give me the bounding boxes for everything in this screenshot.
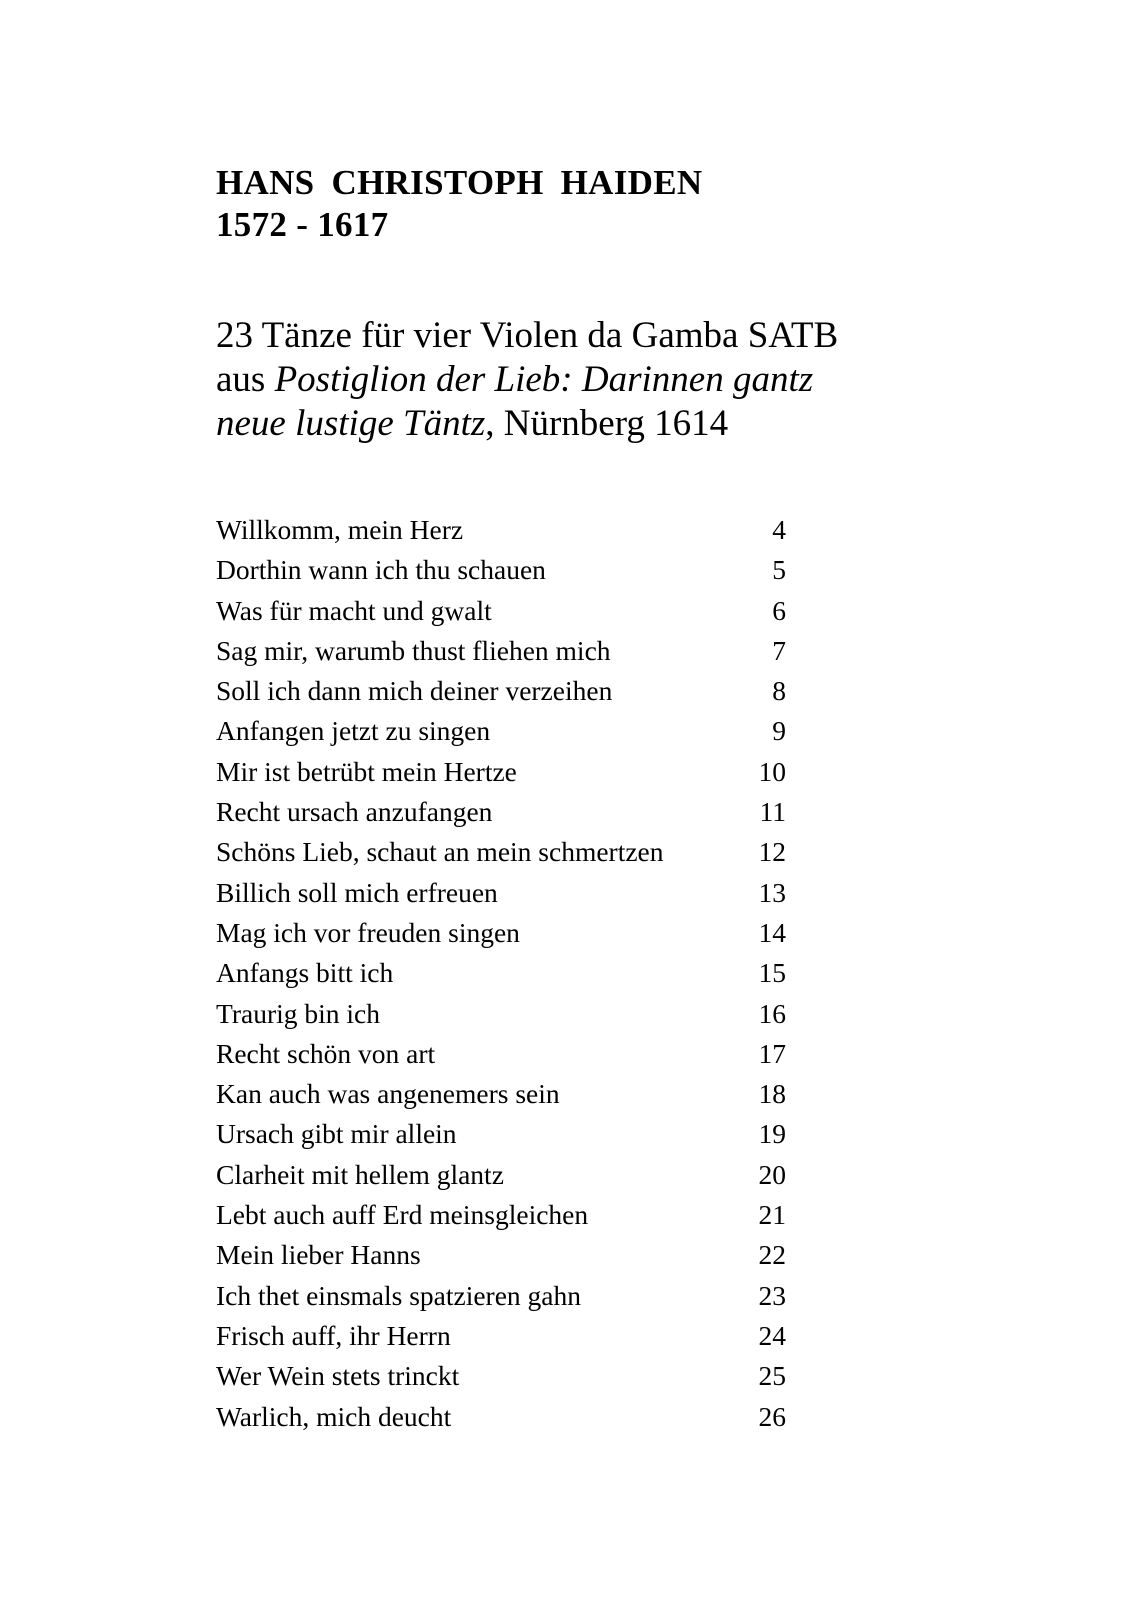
toc-entry-title: Anfangen jetzt zu singen [216, 715, 491, 747]
toc-entry [216, 795, 786, 835]
work-line2-prefix: aus [216, 359, 275, 400]
work-description [216, 314, 916, 446]
toc-entry-page-number: 7 [772, 634, 786, 666]
toc-entry [216, 1117, 786, 1157]
toc-entry-page-number: 23 [758, 1279, 786, 1311]
toc-entry-page-number: 22 [758, 1239, 786, 1271]
toc-entry [216, 1319, 786, 1359]
toc-entry [216, 674, 786, 714]
toc-entry [216, 594, 786, 634]
toc-entry-title: Anfangs bitt ich [216, 957, 394, 989]
toc-entry [216, 513, 786, 553]
toc-entry [216, 835, 786, 875]
toc-entry-page-number: 10 [758, 755, 786, 787]
toc-entry-page-number: 6 [772, 594, 786, 626]
toc-entry [216, 634, 786, 674]
toc-entry-title: Lebt auch auff Erd meinsgleichen [216, 1199, 589, 1231]
toc-entry [216, 1158, 786, 1198]
toc-entry-page-number: 17 [758, 1037, 786, 1069]
toc-entry-title: Sag mir, warumb thust fliehen mich [216, 634, 611, 666]
toc-entry [216, 1198, 786, 1238]
work-title-line-2 [216, 358, 916, 402]
toc-entry-title: Ich thet einsmals spatzieren gahn [216, 1279, 582, 1311]
composer-heading [216, 162, 702, 246]
toc-entry-title: Willkomm, mein Herz [216, 514, 464, 545]
toc-entry-page-number: 4 [772, 514, 786, 545]
toc-entry-title: Traurig bin ich [216, 997, 380, 1029]
toc-entry-page-number: 18 [758, 1078, 786, 1110]
toc-entry-title: Billich soll mich erfreuen [216, 876, 498, 908]
toc-entry-page-number: 5 [772, 554, 786, 586]
toc-entry [216, 1037, 786, 1077]
toc-entry-title: Was für macht und gwalt [216, 594, 492, 626]
toc-entry-title: Frisch auff, ihr Herrn [216, 1319, 451, 1351]
toc-entry [216, 755, 786, 795]
toc-entry-page-number: 12 [758, 836, 786, 868]
work-title-line-1: 23 Tänze für vier Violen da Gamba SATB [216, 315, 839, 356]
toc-entry-page-number: 20 [758, 1158, 786, 1190]
work-publication-info: , Nürnberg 1614 [485, 403, 729, 444]
toc-entry-title: Schöns Lieb, schaut an mein schmertzen [216, 836, 664, 868]
toc-entry-title: Kan auch was angenemers sein [216, 1078, 560, 1110]
work-source-title-part-1: Postiglion der Lieb: Darinnen gantz [274, 359, 814, 400]
toc-entry-page-number: 25 [758, 1360, 786, 1392]
toc-entry [216, 1359, 786, 1399]
toc-entry-title: Mag ich vor freuden singen [216, 916, 520, 948]
toc-entry-page-number: 13 [758, 876, 786, 908]
toc-entry [216, 1238, 786, 1278]
toc-entry [216, 956, 786, 996]
toc-entry-page-number: 24 [758, 1319, 786, 1351]
toc-entry [216, 1279, 786, 1319]
toc-entry-page-number: 11 [759, 796, 786, 828]
work-source-title-part-2: neue lustige Täntz [216, 403, 486, 444]
toc-entry-title: Recht schön von art [216, 1037, 436, 1069]
toc-entry [216, 997, 786, 1037]
table-of-contents [216, 513, 786, 1440]
toc-entry [216, 1077, 786, 1117]
toc-entry-page-number: 19 [758, 1118, 786, 1150]
toc-entry-page-number: 15 [758, 957, 786, 989]
toc-entry [216, 1400, 786, 1440]
composer-dates: 1572 - 1617 [216, 205, 389, 244]
toc-entry-title: Mein lieber Hanns [216, 1239, 421, 1271]
toc-entry-title: Mir ist betrübt mein Hertze [216, 755, 517, 787]
toc-entry [216, 916, 786, 956]
toc-entry [216, 876, 786, 916]
document-page [216, 0, 916, 1599]
toc-entry-page-number: 26 [758, 1400, 786, 1432]
toc-entry-title: Soll ich dann mich deiner verzeihen [216, 675, 613, 707]
toc-entry-page-number: 9 [772, 715, 786, 747]
toc-entry-title: Clarheit mit hellem glantz [216, 1158, 504, 1190]
toc-entry-title: Recht ursach anzufangen [216, 796, 493, 828]
work-title-line-3 [216, 402, 916, 446]
toc-entry-page-number: 14 [758, 916, 786, 948]
toc-entry [216, 714, 786, 754]
composer-name: HANS CHRISTOPH HAIDEN [216, 163, 703, 202]
toc-entry-page-number: 21 [758, 1199, 786, 1231]
toc-entry-page-number: 16 [758, 997, 786, 1029]
toc-entry-title: Ursach gibt mir allein [216, 1118, 457, 1150]
toc-entry-title: Wer Wein stets trinckt [216, 1360, 460, 1392]
toc-entry-title: Dorthin wann ich thu schauen [216, 554, 546, 586]
toc-entry-page-number: 8 [772, 675, 786, 707]
toc-entry-title: Warlich, mich deucht [216, 1400, 452, 1432]
toc-entry [216, 553, 786, 593]
